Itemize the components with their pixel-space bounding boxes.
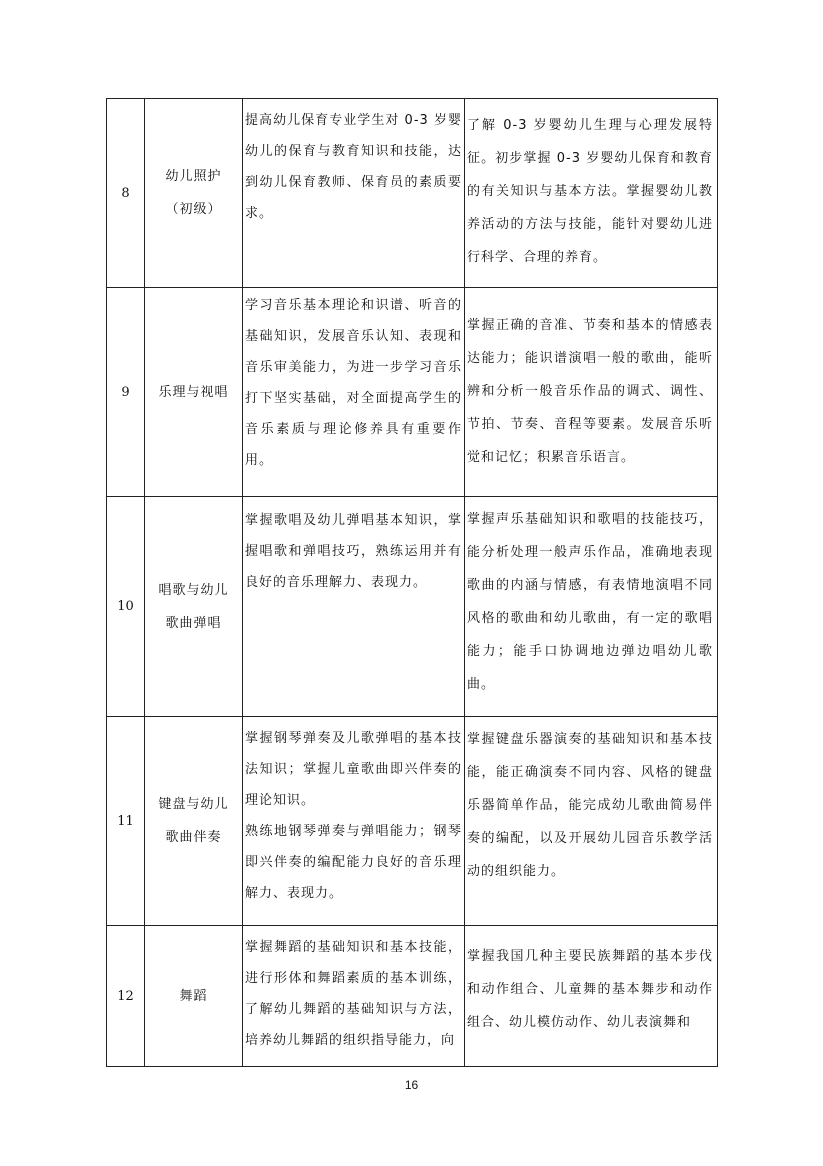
course-content [465,497,718,717]
goal-text: 掌握舞蹈的基础知识和基本技能，进行形体和舞蹈素质的基本训练，了解幼儿舞蹈的基础知识与方法，培养幼儿舞蹈的组织指导能力，向 [245,940,462,1048]
course-goal [243,288,465,497]
course-content [465,288,718,497]
row-number: 8 [107,99,145,288]
table-row [107,497,718,717]
course-goal [243,717,465,926]
course-table [106,98,718,1067]
content-text: 掌握键盘乐器演奏的基础知识和基本技能，能正确演奏不同内容、风格的键盘乐器简单作品，能完成幼儿歌曲简易伴奏的编配，以及开展幼儿园音乐教学活动的组织能力。 [467,732,713,879]
course-name: 唱歌与幼儿歌曲弹唱 [145,497,243,717]
goal-text: 掌握歌唱及幼儿弹唱基本知识，掌握唱歌和弹唱技巧，熟练运用并有良好的音乐理解力、表现力。 [245,513,462,590]
row-number: 10 [107,497,145,717]
row-number: 11 [107,717,145,926]
goal-text: 学习音乐基本理论和识谱、听音的基础知识，发展音乐认知、表现和音乐审美能力，为进一步学习音乐打下坚实基础，对全面提高学生的音乐素质与理论修养具有重要作用。 [245,298,462,468]
goal-text: 熟练地钢琴弹奏与弹唱能力；钢琴即兴伴奏的编配能力良好的音乐理解力、表现力。 [245,824,462,901]
course-goal [243,99,465,288]
goal-text: 掌握钢琴弹奏及儿歌弹唱的基本技法知识；掌握儿童歌曲即兴伴奏的理论知识。 [245,731,462,808]
row-number: 12 [107,926,145,1067]
page-number: 16 [404,1078,419,1092]
course-name: 舞蹈 [145,926,243,1067]
table-row [107,99,718,288]
course-content [465,717,718,926]
course-goal [243,926,465,1067]
table-row [107,288,718,497]
course-name: 幼儿照护（初级） [145,99,243,288]
content-text: 掌握正确的音准、节奏和基本的情感表达能力；能识谱演唱一般的歌曲，能听辨和分析一般音乐作品的调式、调性、节拍、节奏、音程等要素。发展音乐听觉和记忆；积累音乐语言。 [467,317,713,465]
table-row [107,717,718,926]
content-text: 了解 0-3 岁婴幼儿生理与心理发展特征。初步掌握 0-3 岁婴幼儿保育和教育的有关知识与基本方法。掌握婴幼儿教养活动的方法与技能，能针对婴幼儿进行科学、合理的养育。 [467,118,713,265]
course-name: 乐理与视唱 [145,288,243,497]
content-text: 掌握我国几种主要民族舞蹈的基本步伐和动作组合、儿童舞的基本舞步和动作组合、幼儿模仿动作、幼儿表演舞和 [467,949,713,1030]
table-row [107,926,718,1067]
content-text: 掌握声乐基础知识和歌唱的技能技巧，能分析处理一般声乐作品，准确地表现歌曲的内涵与情感，有表情地演唱不同风格的歌曲和幼儿歌曲，有一定的歌唱能力；能手口协调地边弹边唱幼儿歌曲。 [467,512,713,692]
course-name: 键盘与幼儿歌曲伴奏 [145,717,243,926]
row-number: 9 [107,288,145,497]
course-goal [243,497,465,717]
goal-text: 提高幼儿保育专业学生对 0-3 岁婴幼儿的保育与教育知识和技能，达到幼儿保育教师、保育员的素质要求。 [245,113,462,221]
course-content [465,926,718,1067]
course-content [465,99,718,288]
